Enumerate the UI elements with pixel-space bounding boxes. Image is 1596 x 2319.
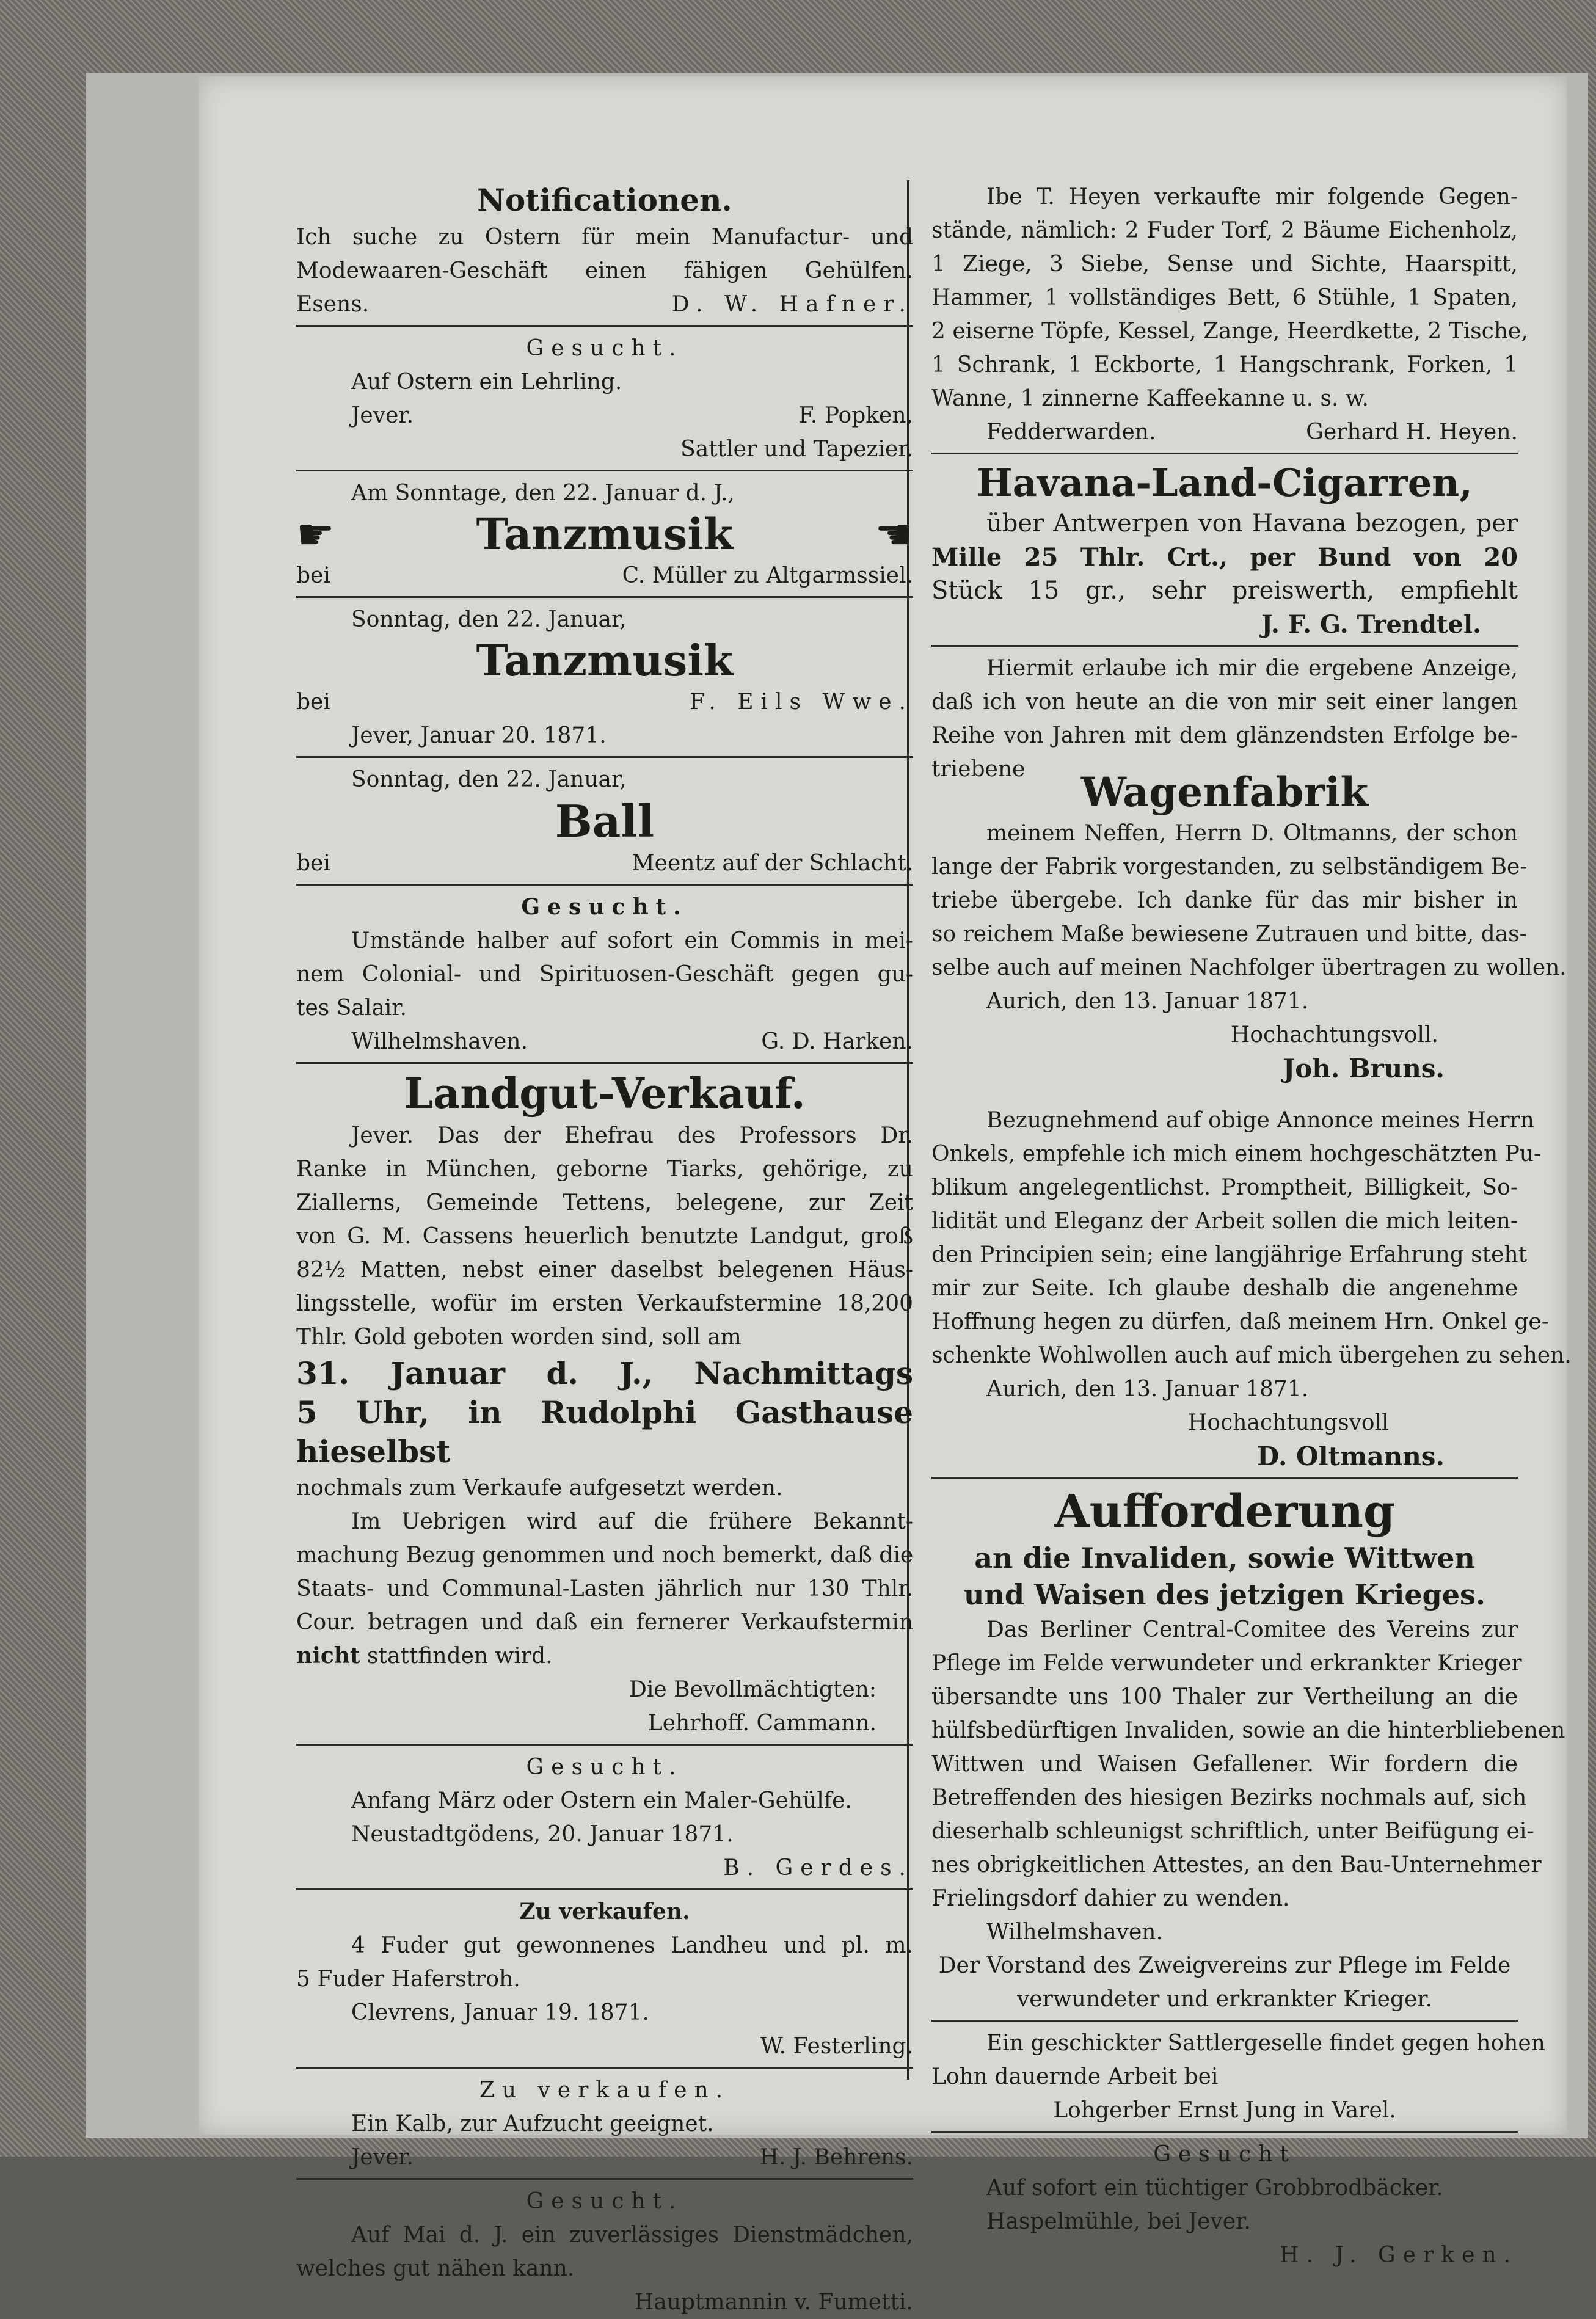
ad-title-row <box>296 510 913 559</box>
ad-date: Neustadtgödens, 20. Januar 1871. <box>351 1822 734 1847</box>
ad-title: Havana-Land-Cigarren, <box>977 461 1473 505</box>
ad-text: Stück 15 gr., sehr preiswerth, empfiehlt <box>931 577 1518 605</box>
ad-text: daß ich von heute an die von mir seit einer langen <box>931 690 1518 715</box>
ad-place: Esens. <box>296 292 370 317</box>
ad-text <box>296 1639 913 1673</box>
ad-text: bei <box>296 851 330 876</box>
right-column <box>931 180 1572 2272</box>
ad-ball <box>296 763 913 880</box>
ad-text: welches gut nähen kann. <box>296 2256 575 2281</box>
ad-text: Umstände halber auf sofort ein Commis in mei- <box>351 928 913 953</box>
ad-signature: Lohgerber Ernst Jung in Varel. <box>1053 2098 1396 2123</box>
ad-title: Notificationen. <box>477 182 732 218</box>
ad-text: Ich suche zu Ostern für mein Manufactur- und <box>296 225 913 250</box>
ad-signature: Gerhard H. Heyen. <box>1306 420 1518 445</box>
ad-notificationen <box>296 180 913 321</box>
left-column <box>296 180 913 2319</box>
ad-grobbrodbaecker <box>931 2138 1518 2272</box>
ad-signature: F. Eils Wwe. <box>689 690 913 715</box>
ad-text: stattfinden wird. <box>367 1644 553 1669</box>
ad-text: Wittwen und Waisen Gefallener. Wir fordern die <box>931 1752 1518 1777</box>
divider <box>931 1477 1518 1479</box>
ad-text: machung Bezug genommen und noch bemerkt, daß die <box>296 1543 914 1568</box>
ad-text: Thlr. Gold geboten worden sind, soll am <box>296 1325 742 1350</box>
ad-text: Lohn dauernde Arbeit bei <box>931 2064 1219 2089</box>
ad-text: tes Salair. <box>296 996 407 1021</box>
ad-text: stände, nämlich: 2 Fuder Torf, 2 Bäume Eichenholz, <box>931 218 1518 243</box>
ad-text: Ziallerns, Gemeinde Tettens, belegene, zur Zeit <box>296 1190 913 1215</box>
ad-date: Aurich, den 13. Januar 1871. <box>986 989 1309 1014</box>
ad-text: 82½ Matten, nebst einer daselbst belegenen Häus- <box>296 1258 913 1283</box>
ad-text: selbe auch auf meinen Nachfolger übertragen zu wollen. <box>931 955 1567 980</box>
ad-signature: verwundeter und erkrankter Krieger. <box>1016 1987 1433 2012</box>
ad-text: lidität und Eleganz der Arbeit sollen die mich leiten- <box>931 1209 1518 1234</box>
divider <box>296 1888 913 1890</box>
ad-text: Im Uebrigen wird auf die frühere Bekannt- <box>351 1509 913 1534</box>
ad-footer <box>296 685 913 719</box>
ad-head: Gesucht. <box>526 2189 683 2214</box>
ad-text: Auf sofort ein tüchtiger Grobbrodbäcker. <box>986 2175 1443 2201</box>
ad-text: Hammer, 1 vollständiges Bett, 6 Stühle, 1 Spaten, <box>931 285 1518 310</box>
ad-text: von G. M. Cassens heuerlich benutzte Landgut, groß <box>296 1224 913 1249</box>
ad-text: bei <box>296 690 330 715</box>
ad-text: Onkels, empfehle ich mich einem hochgeschätzten Pu- <box>931 1141 1542 1167</box>
ad-place: Fedderwarden. <box>986 420 1156 445</box>
ad-place: Haspelmühle, bei Jever. <box>986 2209 1251 2234</box>
ad-text: so reichem Maße bewiesene Zutrauen und bitte, das- <box>931 922 1527 947</box>
ad-text: Das Berliner Central-Comitee des Vereins zur <box>986 1617 1518 1642</box>
ad-greeting: Hochachtungsvoll. <box>1230 1022 1438 1047</box>
ad-text: meinem Neffen, Herrn D. Oltmanns, der schon <box>986 821 1518 846</box>
ad-greeting: Hochachtungsvoll <box>1188 1410 1389 1435</box>
ad-date: Aurich, den 13. Januar 1871. <box>986 1377 1309 1402</box>
ad-place: Jever. <box>351 403 414 428</box>
ad-place: Wilhelmshaven. <box>986 1920 1163 1945</box>
ad-text: Modewaaren-Geschäft einen fähigen Gehülfen. <box>296 258 913 283</box>
ad-title: Ball <box>555 795 655 847</box>
ad-date: Clevrens, Januar 19. 1871. <box>351 2000 649 2025</box>
ad-footer <box>296 559 913 592</box>
ad-text: 5 Fuder Haferstroh. <box>296 1967 520 1992</box>
ad-text: Am Sonntage, den 22. Januar d. J., <box>351 481 735 506</box>
divider <box>931 645 1518 647</box>
ad-signature: H. J. Gerken. <box>1280 2243 1518 2268</box>
ad-landheu <box>296 1895 913 2063</box>
ad-text: Anfang März oder Ostern ein Maler-Gehülfe. <box>351 1788 852 1813</box>
ad-signature: Meentz auf der Schlacht. <box>632 851 913 876</box>
divider <box>296 1062 913 1064</box>
ad-signature: J. F. G. Trendtel. <box>1261 610 1481 639</box>
divider <box>296 470 913 471</box>
divider <box>931 2131 1518 2133</box>
ad-text: den Principien sein; eine langjährige Erfahrung steht <box>931 1242 1528 1267</box>
ad-emphasis: 31. Januar d. J., Nachmittags <box>296 1355 913 1391</box>
ad-text: hülfsbedürftigen Invaliden, sowie an die hinterbliebenen <box>931 1718 1565 1743</box>
ad-text: lange der Fabrik vorgestanden, zu selbständigem Be- <box>931 854 1528 879</box>
divider <box>296 756 913 758</box>
ad-text: 4 Fuder gut gewonnenes Landheu und pl. m. <box>351 1933 913 1958</box>
ad-landgut <box>296 1069 913 1740</box>
ad-sattlergeselle <box>931 2026 1545 2127</box>
ad-signature: Der Vorstand des Zweigvereins zur Pflege im Felde <box>938 1953 1511 1978</box>
divider <box>296 596 913 598</box>
ad-text: Jever. Das der Ehefrau des Professors Dr. <box>351 1123 913 1148</box>
ad-title: Aufforderung <box>1054 1485 1395 1538</box>
ad-text: triebene <box>931 757 1026 782</box>
ad-footer <box>296 2141 913 2174</box>
ad-text: lingsstelle, wofür im ersten Verkaufstermine 18,200 <box>296 1291 913 1316</box>
ad-signature: Sattler und Tapezier. <box>680 437 913 462</box>
ad-signature: H. J. Behrens. <box>759 2145 913 2170</box>
ad-subtitle: und Waisen des jetzigen Krieges. <box>964 1578 1485 1611</box>
ad-signature: G. D. Harken. <box>761 1029 913 1054</box>
ad-text: Auf Ostern ein Lehrling. <box>351 370 622 395</box>
divider <box>931 2020 1518 2022</box>
ad-tanzmusik-1 <box>296 476 913 592</box>
ad-oltmanns <box>931 1104 1572 1473</box>
ad-text: schenkte Wohlwollen auch auf mich übergehen zu sehen. <box>931 1343 1572 1368</box>
ad-head: Gesucht. <box>521 894 688 920</box>
ad-head: Gesucht. <box>526 1755 683 1780</box>
ad-text: über Antwerpen von Havana bezogen, per <box>986 509 1518 537</box>
ad-footer <box>296 1025 913 1058</box>
ad-text: Betreffenden des hiesigen Bezirks nochmals auf, sich <box>931 1785 1527 1810</box>
ad-text: Reihe von Jahren mit dem glänzendsten Erfolge be- <box>931 723 1518 748</box>
ad-text: Ein geschickter Sattlergeselle findet gegen hohen <box>986 2031 1545 2056</box>
ad-subtitle: an die Invaliden, sowie Wittwen <box>974 1542 1475 1575</box>
ad-text: 1 Schrank, 1 Eckborte, 1 Hangschrank, Forken, 1 <box>931 352 1518 377</box>
ad-head: Zu verkaufen. <box>479 2078 731 2103</box>
ad-lehrling <box>296 332 913 466</box>
ad-title: Tanzmusik <box>476 509 734 559</box>
ad-signature: Die Bevollmächtigten: <box>629 1677 876 1702</box>
ad-footer <box>931 415 1518 449</box>
ad-text: blikum angelegentlichst. Promptheit, Billigkeit, So- <box>931 1175 1518 1200</box>
ad-place: Jever. <box>351 2145 414 2170</box>
ad-text: triebe übergebe. Ich danke für das mir bisher in <box>931 888 1518 913</box>
ad-text: nem Colonial- und Spirituosen-Geschäft gegen gu- <box>296 962 913 987</box>
ad-text: Cour. betragen und daß ein fernerer Verkaufstermin <box>296 1610 913 1635</box>
ad-signature: D. W. Hafner. <box>671 292 913 317</box>
ad-title: Tanzmusik <box>476 635 734 686</box>
ad-footer <box>296 288 913 321</box>
divider <box>931 453 1518 454</box>
ad-aufforderung <box>931 1484 1565 2016</box>
ad-text: Hoffnung hegen zu dürfen, daß meinem Hrn. Onkel ge- <box>931 1309 1549 1334</box>
ad-text: 2 eiserne Töpfe, Kessel, Zange, Heerdkette, 2 Tische, <box>931 319 1528 344</box>
ad-footer <box>296 846 913 880</box>
ad-emphasis: 5 Uhr, in Rudolphi Gasthause <box>296 1394 913 1430</box>
ad-emphasis: hieselbst <box>296 1433 451 1469</box>
divider <box>296 2067 913 2069</box>
ad-text: Sonntag, den 22. Januar, <box>351 607 627 632</box>
ad-tanzmusik-2 <box>296 603 913 752</box>
ad-wagenfabrik <box>931 652 1567 1085</box>
ad-text: Ibe T. Heyen verkaufte mir folgende Gegen- <box>986 184 1518 209</box>
ad-text: Hiermit erlaube ich mir die ergebene Anzeige, <box>986 656 1518 681</box>
divider <box>296 2178 913 2180</box>
ad-text: Sonntag, den 22. Januar, <box>351 767 627 792</box>
newspaper-page <box>199 76 1572 2315</box>
ad-signature: B. Gerdes. <box>723 1855 913 1880</box>
ad-text: Mille 25 Thlr. Crt., per Bund von 20 <box>931 543 1518 572</box>
ad-head: Gesucht. <box>526 336 683 361</box>
ad-text: Ein Kalb, zur Aufzucht geeignet. <box>351 2111 714 2136</box>
ad-signature: Hauptmannin v. Fumetti. <box>634 2290 913 2315</box>
ad-text: Frielingsdorf dahier zu wenden. <box>931 1886 1290 1911</box>
ad-text: nes obrigkeitlichen Attestes, an den Bau-Unternehmer <box>931 1852 1542 1877</box>
ad-date: Jever, Januar 20. 1871. <box>351 723 607 748</box>
ad-maler <box>296 1750 913 1885</box>
ad-dienstmaedchen <box>296 2185 913 2319</box>
ad-signature: Lehrhoff. Cammann. <box>647 1711 876 1736</box>
ad-text: Staats- und Communal-Lasten jährlich nur 130 Thlr. <box>296 1576 913 1601</box>
ad-text: nochmals zum Verkaufe aufgesetzt werden. <box>296 1476 783 1501</box>
ad-text: bei <box>296 563 330 588</box>
ad-text: Wanne, 1 zinnerne Kaffeekanne u. s. w. <box>931 386 1369 411</box>
ad-text: übersandte uns 100 Thaler zur Vertheilung an die <box>931 1684 1518 1709</box>
ad-signature: Joh. Bruns. <box>1283 1054 1445 1083</box>
ad-text: 1 Ziege, 3 Siebe, Sense und Sichte, Haarspitt, <box>931 252 1518 277</box>
ad-head: Zu verkaufen. <box>519 1899 690 1924</box>
ad-heyen <box>931 180 1528 449</box>
ad-text: mir zur Seite. Ich glaube deshalb die angenehme <box>931 1276 1518 1301</box>
divider <box>296 884 913 886</box>
ad-title: Landgut-Verkauf. <box>404 1069 806 1118</box>
ad-signature: D. Oltmanns. <box>1256 1441 1445 1471</box>
ad-text: dieserhalb schleunigst schriftlich, unter Beifügung ei- <box>931 1819 1534 1844</box>
ad-cigarren <box>931 459 1518 641</box>
divider <box>296 325 913 327</box>
ad-text: Auf Mai d. J. ein zuverlässiges Dienstmädchen, <box>351 2223 913 2248</box>
ad-signature: C. Müller zu Altgarmssiel. <box>622 563 913 588</box>
ad-text: Pflege im Felde verwundeter und erkrankter Krieger <box>931 1651 1522 1676</box>
ad-footer <box>296 399 913 432</box>
ad-signature: W. Festerling. <box>760 2034 913 2059</box>
pointing-hand-right-icon: ☛ <box>296 509 335 559</box>
ad-signature: F. Popken, <box>798 403 913 428</box>
divider <box>296 1744 913 1746</box>
ad-place: Wilhelmshaven. <box>351 1029 528 1054</box>
ad-kalb <box>296 2073 913 2174</box>
pointing-hand-left-icon: ☚ <box>875 509 913 559</box>
ad-text: Bezugnehmend auf obige Annonce meines Herrn <box>986 1108 1534 1133</box>
ad-emphasis: nicht <box>296 1643 360 1669</box>
ad-head: Gesucht <box>1153 2142 1296 2167</box>
ad-title: Wagenfabrik <box>1080 768 1369 816</box>
ad-commis <box>296 890 913 1058</box>
ad-text: Ranke in München, geborne Tiarks, gehörige, zu <box>296 1157 913 1182</box>
